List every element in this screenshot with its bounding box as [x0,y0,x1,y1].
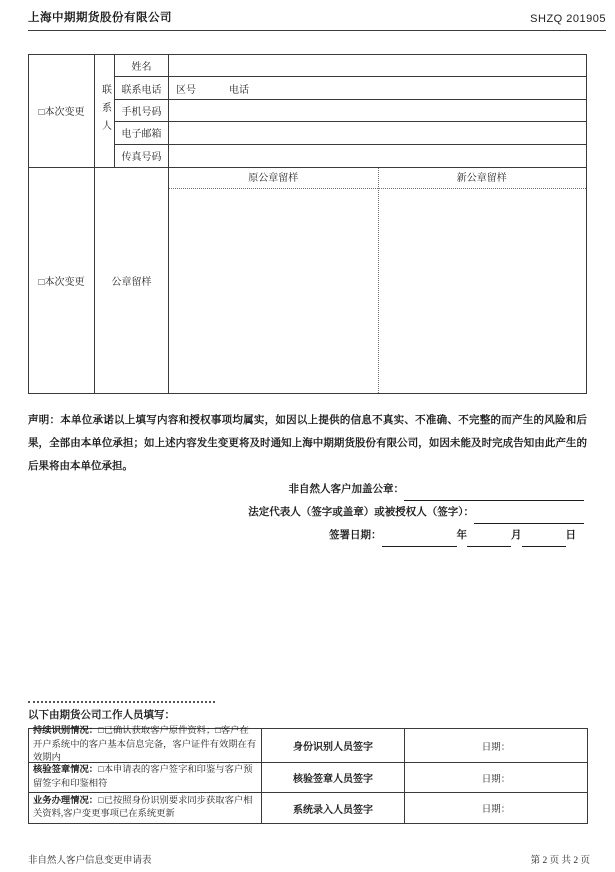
field-label-telephone: 联系电话 [115,77,169,99]
staff-section-title: 以下由期货公司工作人员填写： [28,710,175,721]
verify-signer-label: 核验签章人员签字 [262,763,405,793]
field-value-mobile [169,100,586,122]
change-form-table [28,54,587,394]
field-value-telephone [169,77,586,99]
identify-signer-label: 身份识别人员签字 [262,729,405,763]
contact-change-label: □本次变更 [38,107,85,119]
year-blank [382,534,457,547]
field-label-email: 电子邮箱 [115,122,169,144]
company-name: 上海中期期货股份有限公司 [28,12,172,24]
legal-rep-line [28,501,584,524]
company-seal-line [28,478,584,501]
area-code-label: 区号 [176,84,196,96]
sign-date-line [28,524,584,547]
day-blank [522,534,566,547]
staff-table [28,728,588,824]
field-label-name: 姓名 [115,55,169,77]
verify-status-cell [29,763,262,793]
field-value-fax [169,145,586,167]
company-seal-label: 非自然人客户加盖公章： [288,484,404,495]
entry-date-label: 日期： [481,805,511,815]
business-status-lead: 业务办理情况： [33,795,99,806]
identify-date-label: 日期： [405,729,587,763]
verify-status-lead: 核验签章情况： [33,765,99,775]
declaration-text: 声明：本单位承诺以上填写内容和授权事项均属实，如因以上提供的信息不真实、不准确、不完整的而产生的风险和后果，全部由本单位承担；如上述内容发生变更将及时通知上海中期期货股份有限公司，如因未能及时完成告知由此产生的后果将由本单位承担。 [28,415,587,472]
field-label-mobile: 手机号码 [115,100,169,122]
staff-section-divider [28,701,215,703]
business-status-desc: □已按照身份识别要求同步获取客户相关资料,客户变更事项已在系统更新 [33,795,253,819]
seal-section [29,167,586,393]
contact-section [29,55,586,167]
page-footer [28,852,590,866]
verify-date-label: 日期： [405,763,587,793]
day-label: 日 [565,530,576,541]
contact-change-checkbox[interactable] [29,55,95,167]
seal-change-label: □本次变更 [38,277,85,288]
field-label-fax: 传真号码 [115,145,169,167]
page-header [28,9,606,31]
identify-status-desc: □已确认获取客户原件资料；□客户在开户系统中的客户基本信息完备，客户证件有效期在有效期内 [33,726,257,764]
new-seal-label: 新公章留样 [456,173,507,184]
identify-status-cell [29,726,262,764]
document-code: SHZQ 201905 [530,13,606,25]
contact-group-label: 联系人 [99,83,111,138]
footer-doc-title: 非自然人客户信息变更申请表 [28,856,152,866]
field-value-email [169,122,586,144]
legal-rep-blank [474,511,584,524]
seal-sample-area [169,168,586,393]
business-status-cell [29,793,262,823]
company-seal-blank [404,488,584,501]
field-value-name [169,55,586,77]
month-blank [467,534,511,547]
year-label: 年 [456,530,467,541]
contact-group-cell [95,55,115,167]
seal-change-checkbox[interactable] [29,168,95,393]
legal-rep-label: 法定代表人（签字或盖章）或被授权人（签字）： [248,507,474,518]
seal-group-label: 公章留样 [111,277,152,288]
signature-block [28,478,584,547]
seal-divider-line [378,168,379,393]
entry-signer-label: 系统录入人员签字 [262,793,405,823]
sign-date-label: 签署日期： [329,530,382,541]
old-seal-label: 原公章留样 [248,173,299,184]
seal-group-cell [95,168,169,393]
footer-page-info: 第 2 页 共 2 页 [530,856,590,866]
identify-status-lead: 持续识别情况： [33,726,99,737]
phone-label: 电话 [229,84,249,96]
verify-status-desc: □本申请表的客户签字和印鉴与客户预留签字和印鉴相符 [33,765,253,789]
month-label: 月 [511,530,522,541]
